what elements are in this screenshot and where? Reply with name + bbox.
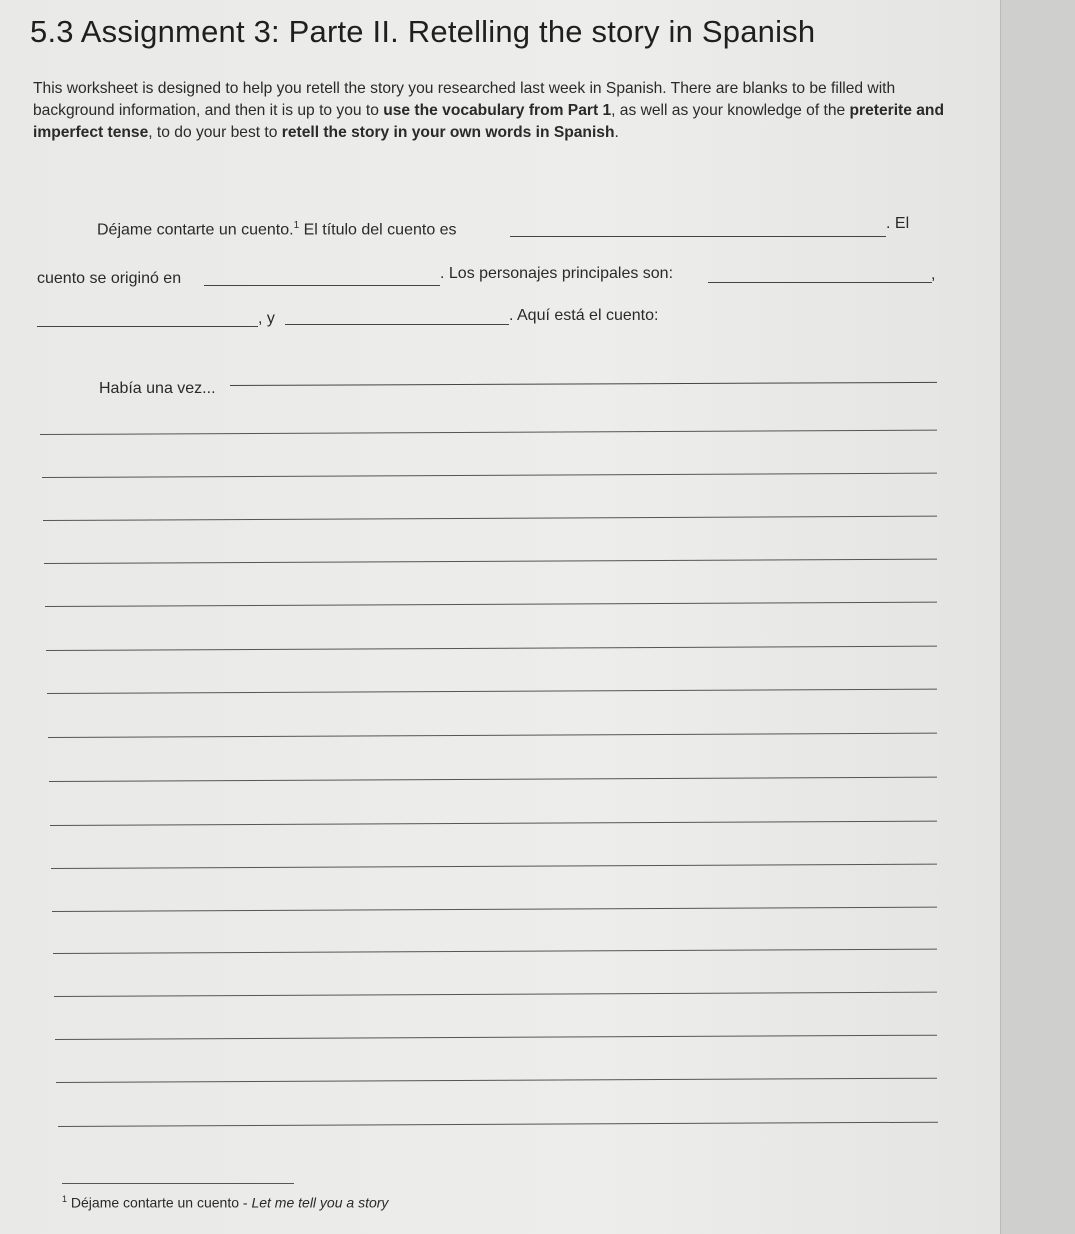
story-line-15[interactable] bbox=[54, 992, 937, 997]
intro-text-1: This worksheet is designed to help you retell the story you researched last week in Spanish. There are blanks to be filled with background information, and then it is up to you to bbox=[33, 80, 896, 119]
story-line-16[interactable] bbox=[55, 1035, 937, 1040]
page-title: 5.3 Assignment 3: Parte II. Retelling the story in Spanish bbox=[30, 14, 816, 49]
intro-text-3: , to do your best to bbox=[148, 124, 282, 141]
footnote-translation: Let me tell you a story bbox=[251, 1194, 389, 1211]
story-line-1[interactable] bbox=[230, 382, 937, 386]
footnote-marker: 1 bbox=[293, 220, 300, 231]
intro-bold-retell: retell the story in your own words in Spanish bbox=[281, 124, 615, 141]
intro-text-2: , as well as your knowledge of the bbox=[611, 102, 850, 119]
intro-text-4: . bbox=[614, 124, 619, 141]
story-line-18[interactable] bbox=[58, 1122, 938, 1127]
character-blank-2[interactable] bbox=[37, 326, 258, 327]
story-line-6[interactable] bbox=[45, 602, 937, 607]
story-line-13[interactable] bbox=[52, 907, 937, 912]
prompt-aqui: . Aquí está el cuento: bbox=[509, 307, 659, 324]
title-blank[interactable] bbox=[510, 236, 886, 237]
prompt-dejame bbox=[97, 220, 457, 239]
prompt-comma: , bbox=[931, 266, 936, 283]
story-line-10[interactable] bbox=[49, 777, 937, 782]
intro-bold-tenses: preterite and imperfect tense bbox=[33, 102, 944, 141]
prompt-habia: Había una vez... bbox=[99, 380, 216, 397]
story-line-2[interactable] bbox=[40, 430, 937, 435]
prompt-el: . El bbox=[886, 215, 910, 232]
character-blank-3[interactable] bbox=[285, 324, 509, 325]
intro-bold-vocabulary: use the vocabulary from Part 1 bbox=[383, 102, 612, 119]
story-line-11[interactable] bbox=[50, 821, 937, 826]
character-blank-1[interactable] bbox=[708, 282, 932, 283]
footnote-divider bbox=[62, 1183, 294, 1184]
origin-blank[interactable] bbox=[204, 285, 440, 286]
story-line-3[interactable] bbox=[42, 473, 937, 478]
story-line-7[interactable] bbox=[46, 646, 937, 651]
prompt-y: , y bbox=[258, 310, 275, 327]
story-line-5[interactable] bbox=[44, 559, 937, 564]
footnote-number: 1 bbox=[62, 1194, 68, 1204]
story-line-8[interactable] bbox=[47, 689, 937, 694]
footnote-phrase: Déjame contarte un cuento - bbox=[70, 1194, 252, 1211]
prompt-origino: cuento se originó en bbox=[37, 270, 182, 287]
prompt-personajes: . Los personajes principales son: bbox=[440, 265, 674, 282]
story-line-12[interactable] bbox=[51, 864, 937, 869]
intro-paragraph bbox=[33, 78, 948, 144]
titulo-text: El título del cuento es bbox=[299, 221, 457, 239]
story-line-14[interactable] bbox=[53, 949, 937, 954]
story-line-9[interactable] bbox=[48, 733, 937, 738]
footnote bbox=[62, 1194, 388, 1211]
story-line-4[interactable] bbox=[43, 516, 937, 521]
dejame-text: Déjame contarte un cuento. bbox=[97, 221, 294, 239]
story-line-17[interactable] bbox=[56, 1078, 937, 1083]
